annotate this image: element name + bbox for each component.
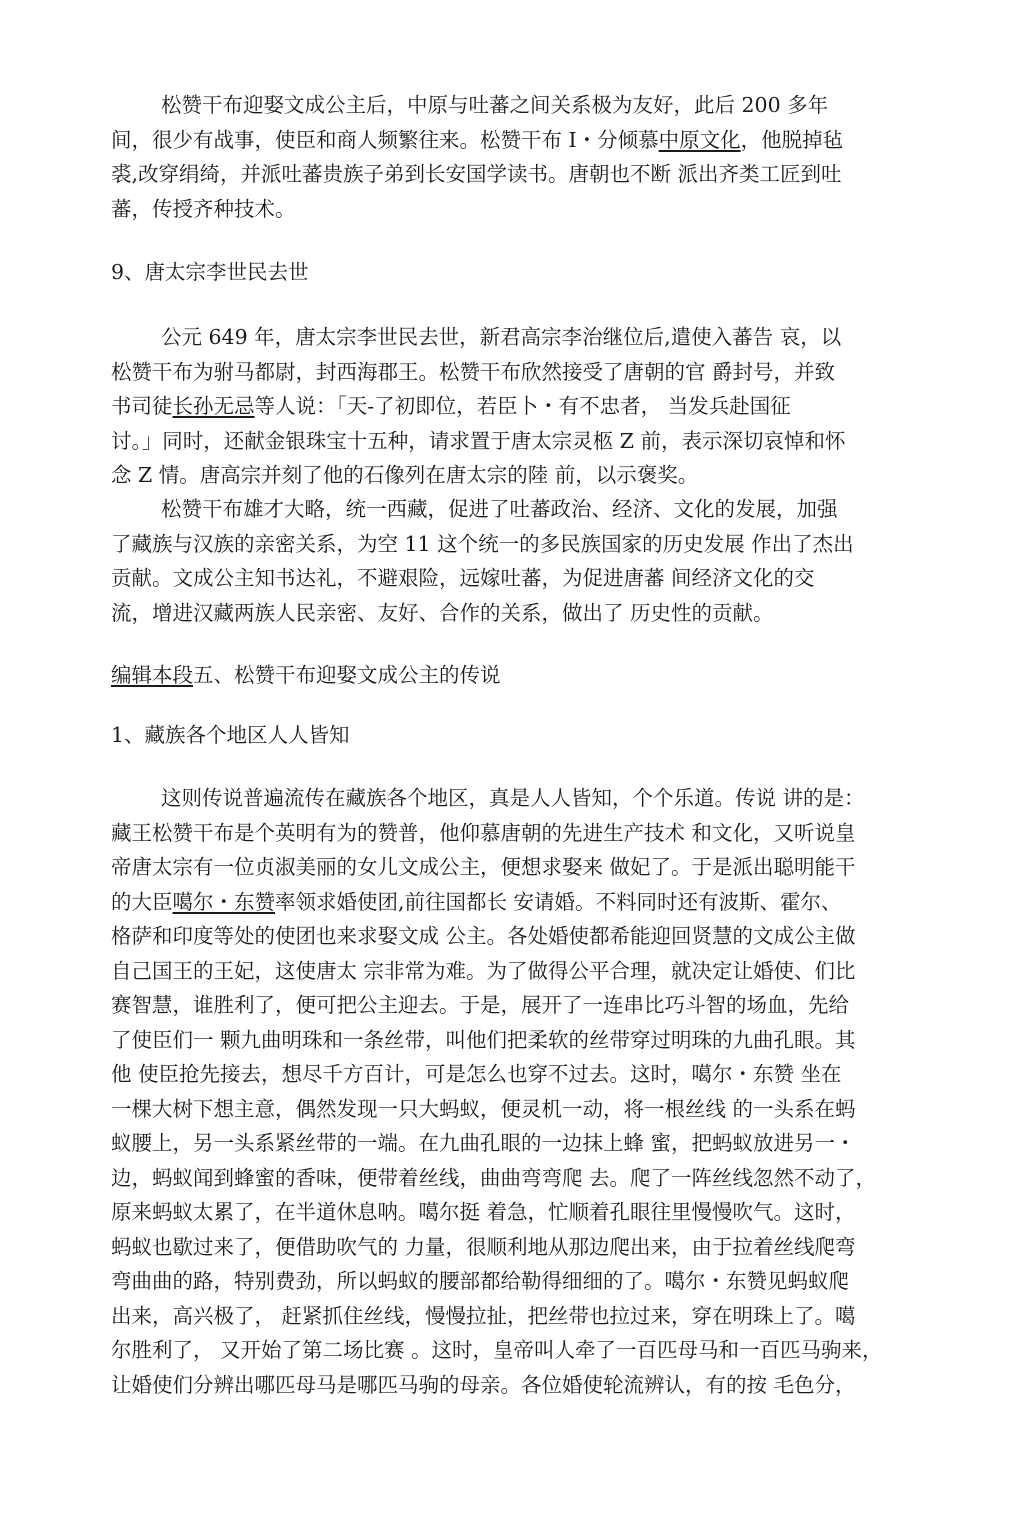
text-line: 了藏族与汉族的亲密关系，为空 11 这个统一的多民族国家的历史发展 作出了杰出 [111,531,854,556]
text-line: 流，增进汉藏两族人民亲密、友好、合作的关系，做出了 历史性的贡献。 [111,600,774,625]
edit-section-link[interactable]: 编辑本段 [111,663,193,687]
text-line: 松赞干布为驸马都尉，封西海郡王。松赞干布欣然接受了唐朝的官 爵封号，并致 [111,359,836,384]
text-line: 这则传说普遍流传在藏族各个地区，真是人人皆知，个个乐道。传说 讲的是： [161,786,865,810]
paragraph-4 [111,781,911,1402]
text-line: 念 Z 情。唐高宗并刻了他的石像列在唐太宗的陸 前，以示褒奖。 [111,463,699,487]
text-line: 蚂蚁也歇过来了，便借助吹气的 力量，很顺利地从那边爬出来，由于拉着丝线爬弯 [111,1234,856,1259]
section-heading: 1、藏族各个地区人人皆知 [111,723,350,747]
section-heading: 9、唐太宗李世民去世 [111,260,309,284]
text-line: 让婚使们分辨出哪匹母马是哪匹马驹的母亲。各位婚使轮流辨认，有的按 毛色分， [111,1372,856,1397]
paragraph-2 [111,320,911,493]
text-line: 松赞干布雄才大略，统一西藏，促进了吐蕃政治、经济、文化的发展，加强 [161,497,838,521]
text-line: 尔胜利了， 又开始了第二场比赛 。这时，皇帝叫人牵了一百匹母马和一百匹马驹来， [111,1338,883,1362]
text-line: 了使臣们一 颗九曲明珠和一条丝带，叫他们把柔软的丝带穿过明珠的九曲孔眼。其 [111,1027,856,1052]
text-line: 公元 649 年，唐太宗李世民去世，新君高宗李治继位后,遣使入蕃告 哀，以 [161,325,842,349]
text-line: 他 使臣抢先接去，想尽千方百计，可是怎么也穿不过去。这时，噶尔・东赞 坐在 [111,1062,842,1086]
text-line: 帝唐太宗有一位贞淑美丽的女儿文成公主，便想求娶来 做妃了。于是派出聪明能干 [111,855,856,879]
text-line: 松赞干布迎娶文成公主后，中原与吐蕃之间关系极为友好，此后 200 多年 [161,93,829,117]
text-line: 原来蚂蚁太累了，在半道休息呐。噶尔挺 着急，忙顺着孔眼往里慢慢吹气。这时， [111,1200,856,1224]
text-line: 裘,改穿绢绮，并派吐蕃贵族子弟到长安国学读书。唐朝也不断 派出齐类工匠到吐 [111,162,842,186]
text-line: 格萨和印度等处的使团也来求娶文成 公主。各处婚使都希能迎回贤慧的文成公主做 [111,924,856,948]
section-heading: 编辑本段五、松赞干布迎娶文成公主的传说 [111,663,501,687]
text-line: 出来，高兴极了， 赶紧抓住丝线，慢慢拉扯，把丝带也拉过来，穿在明珠上了。噶 [111,1303,856,1328]
text-line: 弯曲曲的路，特别费劲，所以蚂蚁的腰部都给勒得细细的了。噶尔・东赞见蚂蚁爬 [111,1269,849,1293]
text-line: 一棵大树下想主意，偶然发现一只大蚂蚁，便灵机一动，将一根丝线 的一头系在蚂 [111,1096,856,1121]
text-line: 间，很少有战事，使臣和商人频繁往来。松赞干布 I・分倾慕中原文化，他脱掉毡 [111,127,844,152]
text-line: 蕃，传授齐种技术。 [111,196,296,221]
text-line: 讨。」同时，还献金银珠宝十五种，请求置于唐太宗灵柩 Z 前，表示深切哀悼和怀 [111,428,846,453]
text-line: 边，蚂蚁闻到蜂蜜的香味，便带着丝线，曲曲弯弯爬 去。爬了一阵丝线忽然不动了， [111,1165,877,1190]
paragraph-3 [111,492,911,630]
text-line: 自己国王的王妃，这使唐太 宗非常为难。为了做得公平合理，就决定让婚使、们比 [111,958,856,983]
text-line: 赛智慧，谁胜利了，便可把公主迎去。于是，展开了一连串比巧斗智的场血，先给 [111,993,849,1017]
paragraph-1 [111,88,911,226]
link-central-plains-culture[interactable]: 中原文化 [658,127,741,152]
text-line: 蚁腰上，另一头系紧丝带的一端。在九曲孔眼的一边抹上蜂 蜜，把蚂蚁放进另一・ [111,1131,856,1155]
text-line: 书司徒长孙无忌等人说：「天-了初即位，若臣卜・有不忠者， 当发兵赴国征 [111,394,791,418]
text-line: 贡献。文成公主知书达礼，不避艰险，远嫁吐蕃，为促进唐蕃 间经济文化的交 [111,566,815,590]
link-zhangsun-wuji[interactable]: 长孙无忌 [172,394,255,418]
link-gar-tongtsen[interactable]: 噶尔・东赞 [172,889,275,914]
text-line: 藏王松赞干布是个英明有为的赞普，他仰慕唐朝的先进生产技术 和文化，又听说皇 [111,820,856,845]
text-line: 的大臣噶尔・东赞率领求婚使团,前往国都长 安请婚。不料同时还有波斯、霍尔、 [111,889,842,914]
